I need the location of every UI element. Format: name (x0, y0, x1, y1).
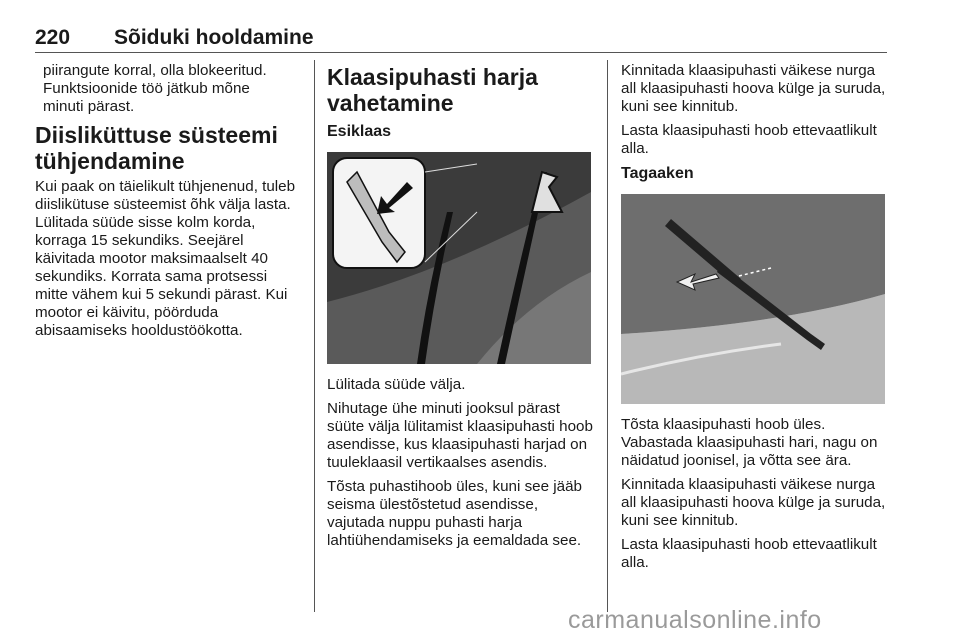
heading-line-2: tühjendamine (35, 148, 185, 174)
column-3 (621, 62, 889, 578)
column-divider-1 (314, 60, 315, 612)
intro-line-1: piirangute korral, olla blokeeritud. (43, 62, 267, 79)
watermark: carmanualsonline.info (568, 606, 822, 634)
step-attach-blade: Kinnitada klaasipuhasti väikese nurga all klaasipuhasti hoova külge ja suruda, kuni see kinnitub. (621, 62, 886, 115)
intro-text (35, 62, 303, 116)
page-title: Sõiduki hooldamine (114, 26, 314, 49)
subheading-windscreen: Esiklaas (327, 123, 392, 140)
windscreen-wiper-figure (327, 152, 591, 364)
step-attach-rear-blade: Kinnitada klaasipuhasti väikese nurga all klaasipuhasti hoova külge ja suruda, kuni see kinnitub. (621, 476, 886, 529)
step-move-lever: Nihutage ühe minuti jooksul pärast süüte välja lülitamist klaasipuhasti hoob asendisse, kus klaasipuhasti harjad on tuuleklaasil vertikaalses asendis. (327, 400, 593, 471)
heading-line-1: Klaasipuhasti harja (327, 64, 538, 90)
heading-line-1: Diisliküttuse süsteemi (35, 122, 278, 148)
subheading-rear-window: Tagaaken (621, 165, 694, 182)
step-raise-arm: Tõsta puhastihoob üles, kuni see jääb seisma ülestõstetud asendisse, vajutada nuppu puhasti harja lahtiühendamiseks ja eemaldada see. (327, 478, 582, 549)
intro-line-2: Funktsioonide töö jätkub mõne (43, 80, 250, 97)
step-ignition-off: Lülitada süüde välja. (327, 376, 466, 393)
step-raise-rear-arm: Tõsta klaasipuhasti hoob üles. Vabastada klaasipuhasti hari, nagu on näidatud joonisel, ja võtta see ära. (621, 416, 878, 469)
page-header (35, 26, 887, 52)
diesel-body-text: Kui paak on täielikult tühjenenud, tuleb diislikütuse süsteemist õhk välja lasta. Lülitada süüde sisse kolm korda, korraga 15 sekundiks. Seejärel käivitada mootor maksimaalselt 40 sekundiks. Korrata sama protsessi mitte vähem kui 5 sekundi pärast. Kui mootor ei käivitu, pöörduda abisaamiseks hooldustöökotta. (35, 178, 296, 339)
step-lower-arm: Lasta klaasipuhasti hoob ettevaatlikult alla. (621, 122, 877, 157)
page-number: 220 (35, 26, 71, 49)
header-divider (35, 52, 887, 53)
step-lower-rear-arm: Lasta klaasipuhasti hoob ettevaatlikult alla. (621, 536, 877, 571)
intro-line-3: minuti pärast. (43, 98, 135, 115)
section-heading-wiper (327, 64, 595, 116)
heading-line-2: vahetamine (327, 90, 454, 116)
column-2 (327, 62, 595, 556)
column-divider-2 (607, 60, 608, 612)
column-1 (35, 62, 303, 346)
section-heading-diesel (35, 122, 303, 174)
rear-wiper-figure (621, 194, 885, 404)
